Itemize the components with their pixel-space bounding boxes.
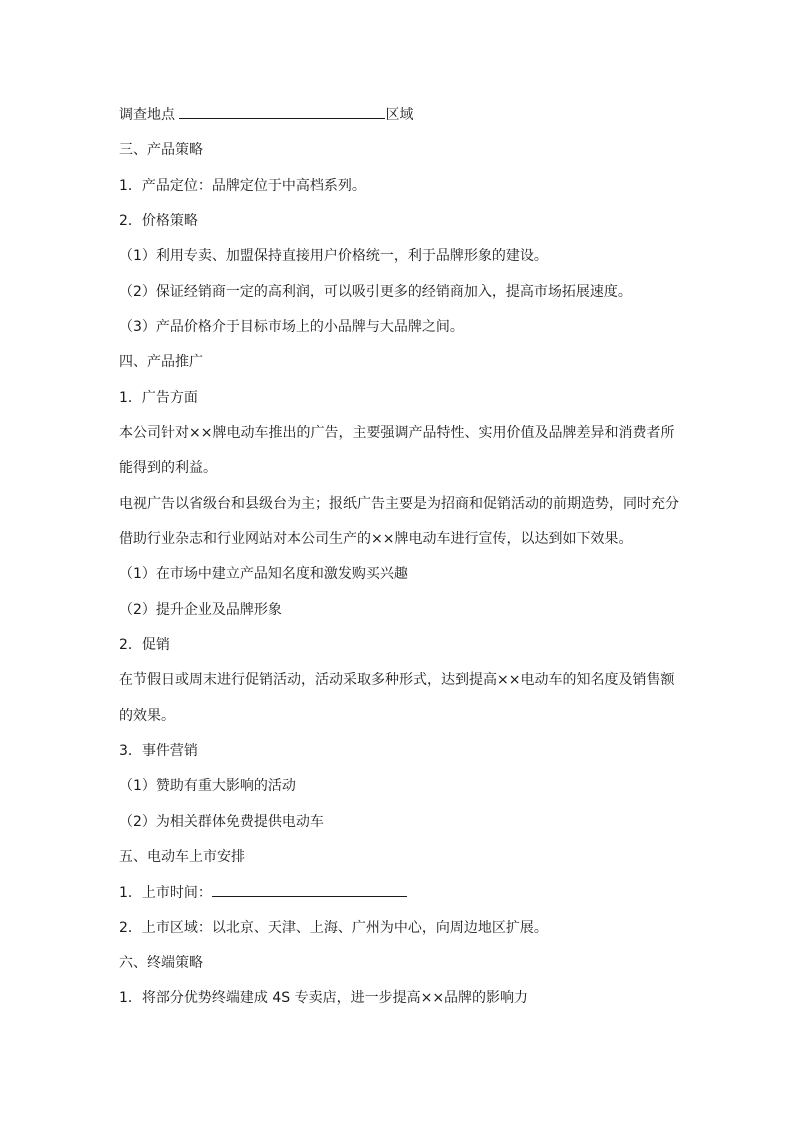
- pricing-strategy-heading: 2．价格策略: [119, 213, 198, 229]
- survey-location-line: [119, 104, 679, 125]
- advertising-effect-1: （1）在市场中建立产品知名度和激发购买兴趣: [119, 566, 408, 582]
- sales-promotion-paragraph-b: 的效果。: [119, 708, 175, 724]
- advertising-paragraph-2a: 电视广告以省级台和县级台为主；报纸广告主要是为招商和促销活动的前期造势，同时充分: [119, 496, 679, 512]
- launch-time-blank: [212, 882, 407, 897]
- terminal-strategy-item-1: 1．将部分优势终端建成 4S 专卖店，进一步提高××品牌的影响力: [119, 990, 529, 1006]
- sales-promotion-paragraph-a: 在节假日或周末进行促销活动，活动采取多种形式，达到提高××电动车的知名度及销售额: [119, 672, 675, 688]
- advertising-heading: 1．广告方面: [119, 390, 198, 406]
- launch-time-line: [119, 882, 679, 903]
- pricing-item-1: （1）利用专卖、加盟保持直接用户价格统一，利于品牌形象的建设。: [119, 248, 548, 264]
- event-marketing-item-1: （1）赞助有重大影响的活动: [119, 778, 296, 794]
- pricing-item-2: （2）保证经销商一定的高利润，可以吸引更多的经销商加入，提高市场拓展速度。: [119, 284, 632, 300]
- survey-location-label: 调查地点: [119, 107, 175, 123]
- pricing-item-3: （3）产品价格介于目标市场上的小品牌与大品牌之间。: [119, 319, 464, 335]
- advertising-paragraph-2b: 借助行业杂志和行业网站对本公司生产的××牌电动车进行宣传，以达到如下效果。: [119, 531, 633, 547]
- section-heading-product-strategy: 三、产品策略: [119, 142, 203, 158]
- survey-location-blank: [179, 104, 385, 119]
- event-marketing-item-2: （2）为相关群体免费提供电动车: [119, 814, 324, 830]
- launch-region: 2．上市区域：以北京、天津、上海、广州为中心，向周边地区扩展。: [119, 920, 548, 936]
- section-heading-promotion: 四、产品推广: [119, 354, 203, 370]
- section-heading-terminal-strategy: 六、终端策略: [119, 955, 203, 971]
- advertising-paragraph-1b: 能得到的利益。: [119, 460, 217, 476]
- event-marketing-heading: 3．事件营销: [119, 743, 198, 759]
- section-heading-launch-plan: 五、电动车上市安排: [119, 849, 245, 865]
- product-positioning: 1．产品定位：品牌定位于中高档系列。: [119, 178, 366, 194]
- advertising-paragraph-1a: 本公司针对××牌电动车推出的广告，主要强调产品特性、实用价值及品牌差异和消费者所: [119, 425, 675, 441]
- launch-time-label: 1．上市时间：: [119, 885, 212, 901]
- sales-promotion-heading: 2．促销: [119, 637, 170, 653]
- survey-location-suffix: 区域: [385, 107, 414, 123]
- advertising-effect-2: （2）提升企业及品牌形象: [119, 602, 282, 618]
